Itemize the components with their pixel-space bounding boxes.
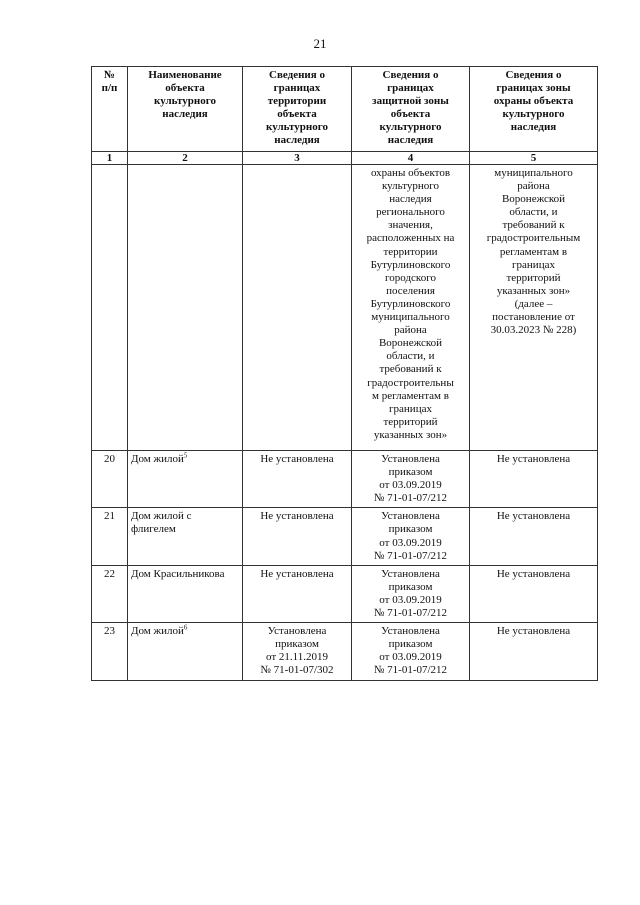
page-number: 21 [313, 36, 327, 51]
object-name-text: Дом жилой [131, 625, 184, 638]
territory-info: Не установлена [243, 565, 352, 622]
object-name [128, 451, 243, 508]
continuation-row [92, 165, 598, 451]
object-name-text: Дом жилой с флигелем [131, 510, 192, 536]
row-number: 23 [92, 623, 128, 680]
column-number: 4 [352, 152, 470, 165]
protection-zone-info: Не установлена [470, 508, 598, 565]
object-name-text: Дом жилой [131, 453, 184, 465]
table-row [92, 508, 598, 565]
territory-info: Установлена приказом от 21.11.2019 № 71-01-07/302 [243, 623, 352, 680]
footnote-marker: 6 [183, 623, 188, 632]
object-name [128, 565, 243, 622]
object-name [128, 508, 243, 565]
table-row [92, 623, 598, 680]
protection-zone-info: Не установлена [470, 451, 598, 508]
row-number: 20 [92, 451, 128, 508]
protective-zone-info: Установлена приказом от 03.09.2019 № 71-01-07/212 [352, 565, 470, 622]
table-row [92, 451, 598, 508]
column-numbers-row [92, 152, 598, 165]
header-territory-boundaries: Сведения о границах территории объекта культурного наследия [243, 67, 352, 152]
protective-zone-info: Установлена приказом от 03.09.2019 № 71-01-07/212 [352, 451, 470, 508]
protective-zone-info: Установлена приказом от 03.09.2019 № 71-01-07/212 [352, 623, 470, 680]
territory-info: Не установлена [243, 508, 352, 565]
row-number: 21 [92, 508, 128, 565]
protective-zone-info: Установлена приказом от 03.09.2019 № 71-01-07/212 [352, 508, 470, 565]
header-object-name: Наименование объекта культурного наследия [128, 67, 243, 152]
table-header-row [92, 67, 598, 152]
column-number: 5 [470, 152, 598, 165]
object-name [128, 623, 243, 680]
column-number: 3 [243, 152, 352, 165]
territory-info: Не установлена [243, 451, 352, 508]
continuation-text-col5: муниципального района Воронежской области, и требований к градостроительным регламентам в границах территорий указанных зон» (далее – постановление от 30.03.2023 № 228) [470, 165, 598, 451]
empty-cell [243, 165, 352, 451]
header-protection-zone: Сведения о границах зоны охраны объекта культурного наследия [470, 67, 598, 152]
object-name-text: Дом Красильникова [131, 567, 225, 580]
empty-cell [92, 165, 128, 451]
heritage-objects-table [91, 66, 598, 681]
protection-zone-info: Не установлена [470, 565, 598, 622]
footnote-marker: 5 [183, 451, 188, 460]
header-number: № п/п [92, 67, 128, 152]
table-row [92, 565, 598, 622]
protection-zone-info: Не установлена [470, 623, 598, 680]
continuation-text-col4: охраны объектов культурного наследия регионального значения, расположенных на территории Бутурлиновского городского поселения Бутурлиновского муниципального района Воронежской области, и требований к градостроительны м регламентам в границах территорий указанных зон» [352, 165, 470, 451]
row-number: 22 [92, 565, 128, 622]
empty-cell [128, 165, 243, 451]
column-number: 2 [128, 152, 243, 165]
column-number: 1 [92, 152, 128, 165]
header-protective-zone: Сведения о границах защитной зоны объекта культурного наследия [352, 67, 470, 152]
